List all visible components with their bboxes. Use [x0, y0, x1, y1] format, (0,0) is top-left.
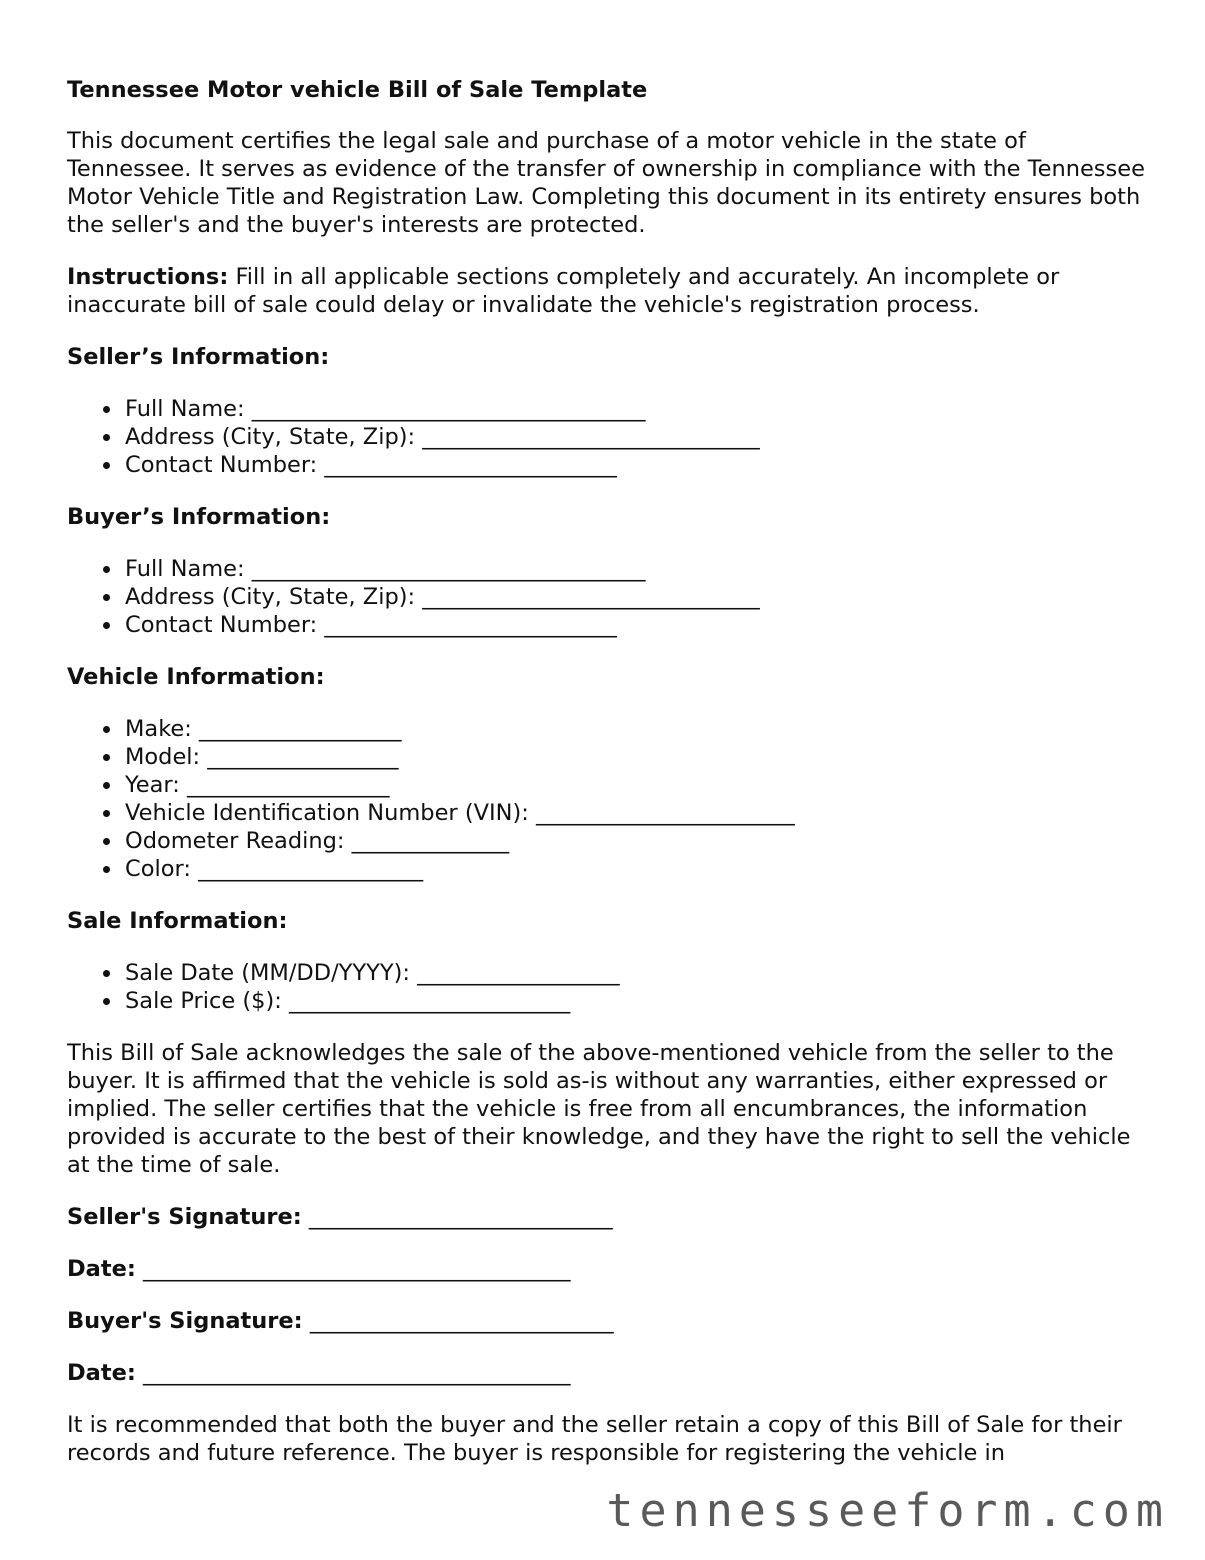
seller-signature-blank: ___________________________ — [301, 1204, 613, 1230]
sale-date-field: Sale Date (MM/DD/YYYY): __________________ — [125, 959, 1147, 987]
vehicle-fields — [67, 715, 1147, 883]
buyer-fields — [67, 555, 1147, 639]
intro-paragraph: This document certifies the legal sale and purchase of a motor vehicle in the state of Tennessee. It serves as evidence of the transfer of ownership in compliance with the Tennessee Motor Vehicle Title and Registration Law. Completing this document in its entirety ensures both the seller's and the buyer's interests are protected. — [67, 128, 1145, 238]
seller-contact-field: Contact Number: __________________________ — [125, 451, 1147, 479]
vehicle-heading: Vehicle Information: — [67, 664, 325, 690]
page-title: Tennessee Motor vehicle Bill of Sale Template — [67, 77, 648, 103]
vehicle-odometer-field: Odometer Reading: ______________ — [125, 827, 1147, 855]
buyer-date-label: Date: — [67, 1360, 136, 1386]
seller-heading: Seller’s Information: — [67, 344, 330, 370]
closing-paragraph: It is recommended that both the buyer and the seller retain a copy of this Bill of Sale for their records and future reference. The buyer is responsible for registering the vehicle in — [67, 1412, 1122, 1466]
instructions-paragraph — [67, 263, 1147, 319]
buyer-date-line — [67, 1359, 1147, 1387]
seller-date-label: Date: — [67, 1256, 136, 1282]
vehicle-model-field: Model: _________________ — [125, 743, 1147, 771]
vehicle-vin-field: Vehicle Identification Number (VIN): _______________________ — [125, 799, 1147, 827]
sale-heading: Sale Information: — [67, 908, 288, 934]
vehicle-year-field: Year: __________________ — [125, 771, 1147, 799]
watermark: tennesseeform.com — [606, 1484, 1169, 1537]
sale-fields — [67, 959, 1147, 1015]
buyer-address-field: Address (City, State, Zip): ______________________________ — [125, 583, 1147, 611]
buyer-signature-blank: ___________________________ — [302, 1308, 614, 1334]
seller-signature-line — [67, 1203, 1147, 1231]
acknowledgement-paragraph: This Bill of Sale acknowledges the sale of the above-mentioned vehicle from the seller to the buyer. It is affirmed that the vehicle is sold as-is without any warranties, either expressed or implied. The seller certifies that the vehicle is free from all encumbrances, the information provided is accurate to the best of their knowledge, and they have the right to sell the vehicle at the time of sale. — [67, 1040, 1131, 1178]
instructions-label: Instructions: — [67, 264, 229, 290]
sale-price-field: Sale Price ($): _________________________ — [125, 987, 1147, 1015]
buyer-date-blank: ______________________________________ — [135, 1360, 571, 1386]
seller-full-name-field: Full Name: ___________________________________ — [125, 395, 1147, 423]
vehicle-make-field: Make: __________________ — [125, 715, 1147, 743]
instructions-text: Fill in all applicable sections completely and accurately. An incomplete or inaccurate bill of sale could delay or invalidate the vehicle's registration process. — [67, 264, 1060, 318]
seller-address-field: Address (City, State, Zip): ______________________________ — [125, 423, 1147, 451]
buyer-contact-field: Contact Number: __________________________ — [125, 611, 1147, 639]
buyer-signature-label: Buyer's Signature: — [67, 1308, 303, 1334]
buyer-heading: Buyer’s Information: — [67, 504, 331, 530]
seller-date-line — [67, 1255, 1147, 1283]
buyer-signature-line — [67, 1307, 1147, 1335]
document-page — [67, 76, 1147, 1491]
vehicle-color-field: Color: ____________________ — [125, 855, 1147, 883]
seller-fields — [67, 395, 1147, 479]
seller-date-blank: ______________________________________ — [135, 1256, 571, 1282]
buyer-full-name-field: Full Name: ___________________________________ — [125, 555, 1147, 583]
seller-signature-label: Seller's Signature: — [67, 1204, 302, 1230]
